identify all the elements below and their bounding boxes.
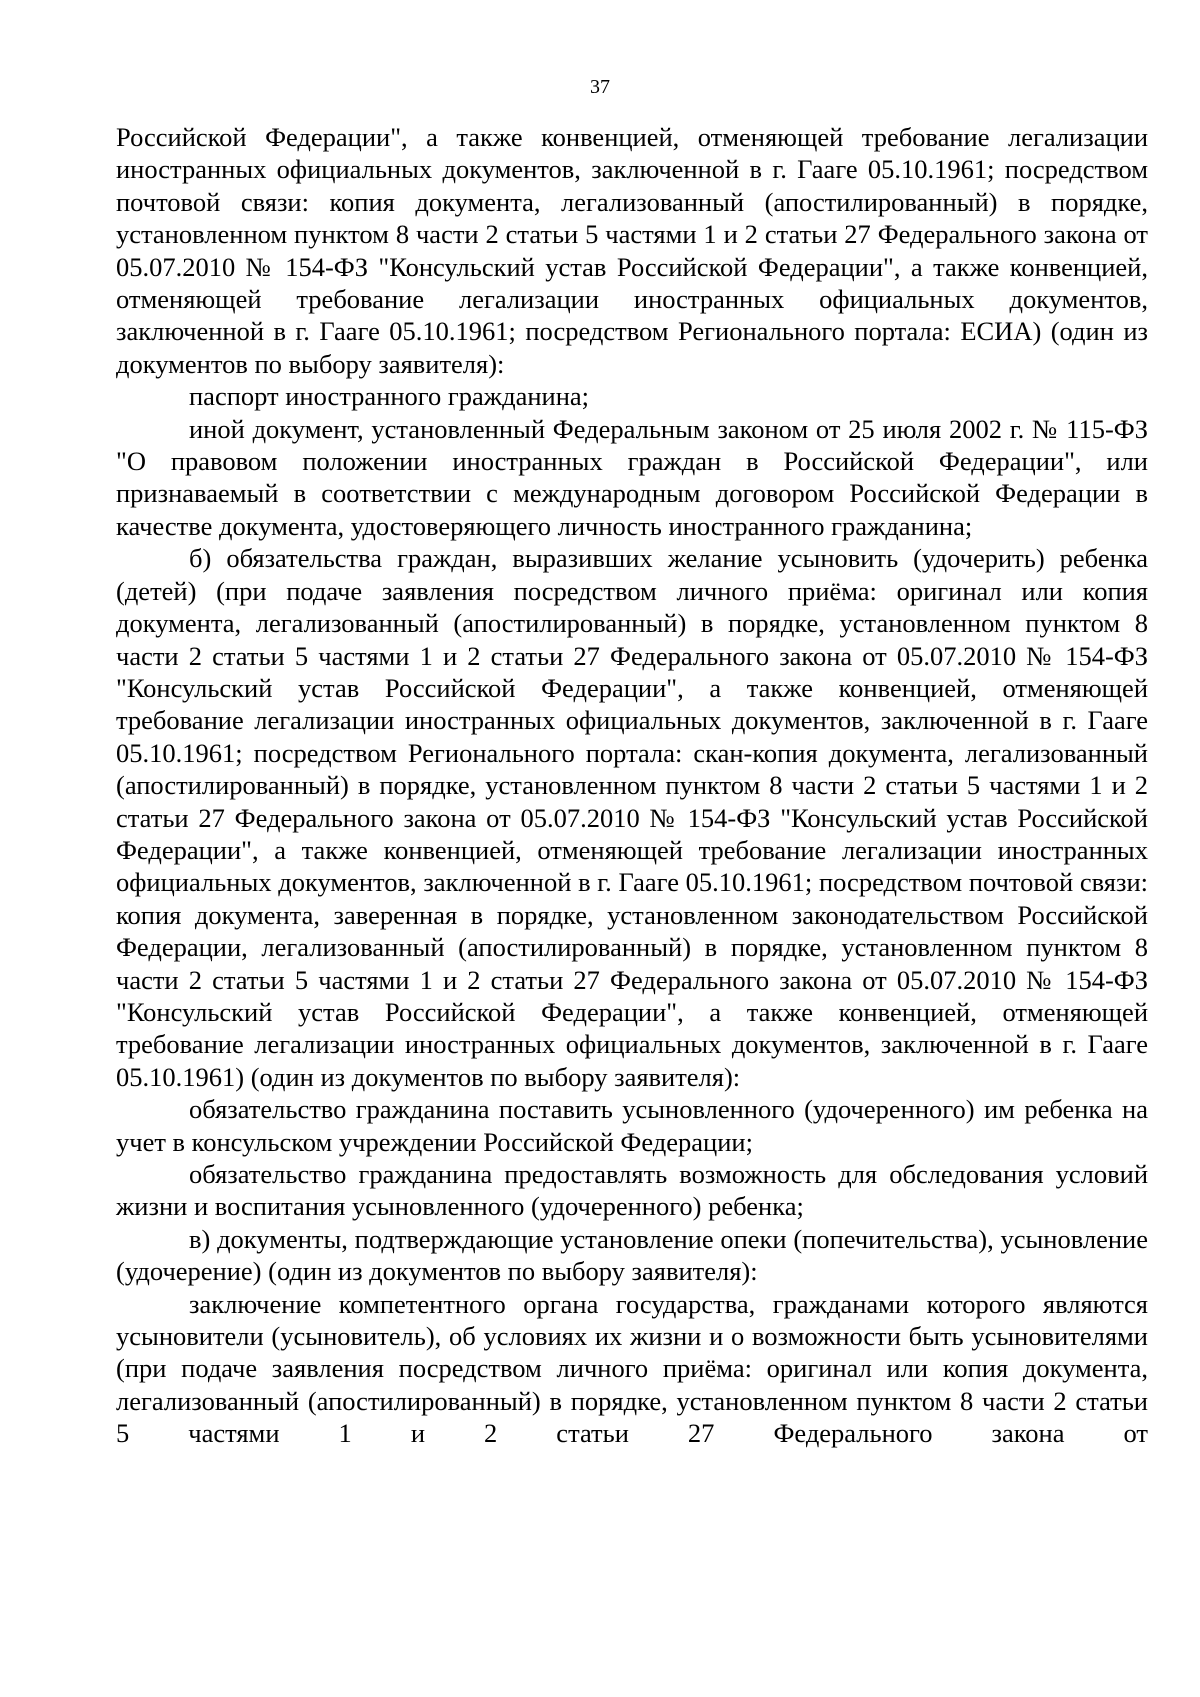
paragraph: паспорт иностранного гражданина; xyxy=(189,381,589,412)
document-body xyxy=(116,121,1148,1450)
paragraph: б) обязательства граждан, выразивших желание усыновить (удочерить) ребенка (детей) (при подаче заявления посредством личного приёма: оригинал или копия документа, легализованный (апостилированный) в порядке, установленном пунктом 8 части 2 статьи 5 частями 1 и 2 статьи 27 Федерального закона от 05.07.2010 № 154-ФЗ "Консульский устав Российской Федерации", а также конвенцией, отменяющей требование легализации иностранных официальных документов, заключенной в г. Гааге 05.10.1961; посредством Регионального портала: скан-копия документа, легализованный (апостилированный) в порядке, установленном пунктом 8 части 2 статьи 5 частями 1 и 2 статьи 27 Федерального закона от 05.07.2010 № 154-ФЗ "Консульский устав Российской Федерации", а также конвенцией, отменяющей требование легализации иностранных официальных документов, заключенной в г. Гааге 05.10.1961; посредством почтовой связи: копия документа, заверенная в порядке, установленном законодательством Российской Федерации, легализованный (апостилированный) в порядке, установленном пунктом 8 части 2 статьи 5 частями 1 и 2 статьи 27 Федерального закона от 05.07.2010 № 154-ФЗ "Консульский устав Российской Федерации", а также конвенцией, отменяющей требование легализации иностранных официальных документов, заключенной в г. Гааге 05.10.1961) (один из документов по выбору заявителя): xyxy=(116,543,1148,1092)
paragraph: заключение компетентного органа государства, гражданами которого являются усыновители (усыновитель), об условиях их жизни и о возможности быть усыновителями (при подаче заявления посредством личного приёма: оригинал или копия документа, легализованный (апостилированный) в порядке, установленном пунктом 8 части 2 статьи 5 частями 1 и 2 статьи 27 Федерального закона от xyxy=(116,1288,1148,1449)
paragraph: обязательство гражданина поставить усыновленного (удочеренного) им ребенка на учет в консульском учреждении Российской Федерации; xyxy=(116,1094,1148,1157)
paragraph: Российской Федерации", а также конвенцией, отменяющей требование легализации иностранных официальных документов, заключенной в г. Гааге 05.10.1961; посредством почтовой связи: копия документа, легализованный (апостилированный) в порядке, установленном пунктом 8 части 2 статьи 5 частями 1 и 2 статьи 27 Федерального закона от 05.07.2010 № 154-ФЗ "Консульский устав Российской Федерации", а также конвенцией, отменяющей требование легализации иностранных официальных документов, заключенной в г. Гааге 05.10.1961; посредством Регионального портала: ЕСИА) (один из документов по выбору заявителя): xyxy=(116,122,1148,379)
paragraph: обязательство гражданина предоставлять возможность для обследования условий жизни и воспитания усыновленного (удочеренного) ребенка; xyxy=(116,1159,1148,1222)
paragraph: в) документы, подтверждающие установление опеки (попечительства), усыновление (удочерение) (один из документов по выбору заявителя): xyxy=(116,1223,1148,1287)
paragraph: иной документ, установленный Федеральным законом от 25 июля 2002 г. № 115-ФЗ "О правовом положении иностранных граждан в Российской Федерации", или признаваемый в соответствии с международным договором Российской Федерации в качестве документа, удостоверяющего личность иностранного гражданина; xyxy=(116,413,1148,541)
page-number: 37 xyxy=(590,76,610,98)
